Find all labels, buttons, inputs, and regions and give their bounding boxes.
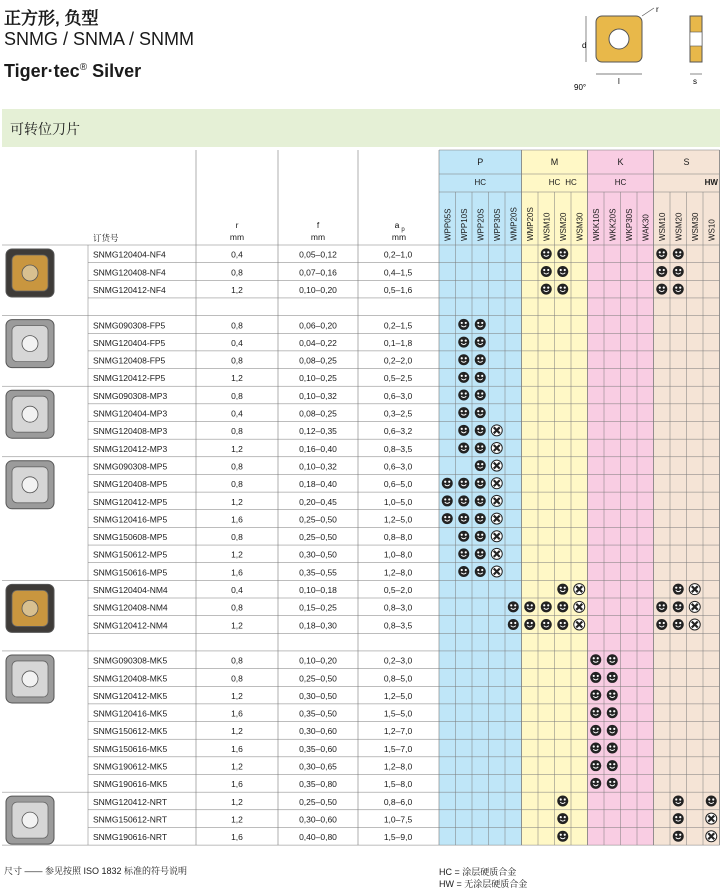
row-r-33: 1,6 <box>231 832 243 843</box>
row-f-1: 0,07–0,16 <box>299 267 337 278</box>
grade-suitable-symbol <box>607 707 618 718</box>
grade-suitable-symbol <box>557 284 568 295</box>
group-label-p: P <box>477 157 484 167</box>
grade-suitable-symbol <box>475 442 486 453</box>
row-code-12: SNMG090308-MP5 <box>93 461 168 472</box>
grade-suitable-symbol <box>475 425 486 436</box>
row-f-12: 0,10–0,32 <box>299 461 337 472</box>
grade-alternative-symbol <box>689 619 700 630</box>
row-r-27: 1,2 <box>231 726 243 737</box>
row-code-6: SNMG120408-FP5 <box>93 355 166 366</box>
grade-suitable-symbol <box>541 284 552 295</box>
grade-suitable-symbol <box>458 442 469 453</box>
row-r-16: 0,8 <box>231 532 243 543</box>
grade-alternative-symbol <box>574 601 585 612</box>
row-ap-33: 1,5–9,0 <box>383 832 413 843</box>
grade-label-16: WS10 <box>707 219 717 241</box>
grade-alternative-symbol <box>491 442 502 453</box>
grade-suitable-symbol <box>590 672 601 683</box>
row-ap-0: 0,2–1,0 <box>383 249 413 260</box>
row-f-29: 0,30–0,65 <box>299 761 337 772</box>
header-ap-sub: p <box>401 227 405 233</box>
row-f-19: 0,10–0,18 <box>299 585 337 595</box>
grade-suitable-symbol <box>656 248 667 259</box>
row-code-0: SNMG120404-NF4 <box>93 249 166 260</box>
row-ap-10: 0,6–3,2 <box>383 426 413 437</box>
grade-suitable-symbol <box>557 601 568 612</box>
row-ap-23: 0,2–3,0 <box>383 655 413 666</box>
row-ap-25: 1,2–5,0 <box>383 690 413 701</box>
grade-alternative-symbol <box>574 619 585 630</box>
row-f-31: 0,25–0,50 <box>299 796 337 807</box>
grade-suitable-symbol <box>706 795 717 806</box>
row-r-17: 1,2 <box>231 549 243 560</box>
grade-alternative-symbol <box>491 478 502 489</box>
title-codes: SNMG / SNMA / SNMM <box>4 29 195 49</box>
grade-suitable-symbol <box>475 495 486 506</box>
row-ap-11: 0,8–3,5 <box>383 443 413 454</box>
row-r-19: 0,4 <box>231 585 243 595</box>
row-r-9: 0,4 <box>231 408 243 419</box>
grade-suitable-symbol <box>458 548 469 559</box>
grade-suitable-symbol <box>557 831 568 842</box>
grade-alternative-symbol <box>574 584 585 595</box>
footer-hc: HC = 涂层硬质合金 <box>439 867 517 877</box>
grade-suitable-symbol <box>475 319 486 330</box>
grade-suitable-symbol <box>557 584 568 595</box>
grade-suitable-symbol <box>590 725 601 736</box>
row-ap-32: 1,0–7,5 <box>383 814 413 825</box>
row-f-25: 0,30–0,50 <box>299 690 337 701</box>
grade-suitable-symbol <box>673 795 684 806</box>
row-code-2: SNMG120412-NF4 <box>93 284 166 295</box>
grade-alternative-symbol <box>689 584 700 595</box>
header-order-no: 订货号 <box>93 233 119 243</box>
grade-alternative-symbol <box>491 566 502 577</box>
dim-s-label: s <box>693 77 697 86</box>
row-ap-4: 0,2–1,5 <box>383 320 413 331</box>
row-ap-24: 0,8–5,0 <box>383 673 413 684</box>
insert-photo-0 <box>6 249 54 297</box>
row-r-31: 1,2 <box>231 796 243 807</box>
grade-alternative-symbol <box>491 495 502 506</box>
header-r: r <box>235 220 239 230</box>
grade-label-0: WPP05S <box>443 208 453 241</box>
row-f-14: 0,20–0,45 <box>299 496 337 507</box>
row-r-0: 0,4 <box>231 249 243 260</box>
row-code-13: SNMG120408-MP5 <box>93 479 168 490</box>
row-f-18: 0,35–0,55 <box>299 567 337 578</box>
row-r-6: 0,8 <box>231 355 243 366</box>
dim-r-label: r <box>656 5 659 14</box>
row-code-5: SNMG120404-FP5 <box>93 337 166 348</box>
grade-suitable-symbol <box>607 690 618 701</box>
grade-suitable-symbol <box>673 831 684 842</box>
grade-suitable-symbol <box>673 601 684 612</box>
grade-label-3: WPP30S <box>492 208 502 241</box>
header-ap: a <box>394 220 400 230</box>
grade-suitable-symbol <box>458 566 469 577</box>
grade-suitable-symbol <box>607 672 618 683</box>
grade-suitable-symbol <box>607 654 618 665</box>
grade-suitable-symbol <box>458 390 469 401</box>
row-f-30: 0,35–0,80 <box>299 779 337 790</box>
insert-photo-3 <box>6 461 54 509</box>
brand-suffix: Silver <box>87 61 142 81</box>
grade-suitable-symbol <box>541 266 552 277</box>
row-ap-18: 1,2–8,0 <box>383 567 413 578</box>
row-f-7: 0,10–0,25 <box>299 373 337 384</box>
grade-suitable-symbol <box>475 337 486 348</box>
row-ap-6: 0,2–2,0 <box>383 355 413 366</box>
grade-label-5: WMP20S <box>525 207 535 241</box>
grade-suitable-symbol <box>508 619 519 630</box>
grade-suitable-symbol <box>656 619 667 630</box>
grade-alternative-symbol <box>491 548 502 559</box>
row-f-26: 0,35–0,50 <box>299 708 337 719</box>
row-f-5: 0,04–0,22 <box>299 337 337 348</box>
row-ap-7: 0,5–2,5 <box>383 373 413 384</box>
row-r-24: 0,8 <box>231 673 243 684</box>
grade-label-15: WSM30 <box>690 212 700 241</box>
row-code-1: SNMG120408-NF4 <box>93 267 166 278</box>
row-f-33: 0,40–0,80 <box>299 832 337 843</box>
row-code-17: SNMG150612-MP5 <box>93 549 168 560</box>
group-sub-p: HC <box>474 178 487 187</box>
grade-suitable-symbol <box>458 354 469 365</box>
grade-suitable-symbol <box>458 319 469 330</box>
grade-suitable-symbol <box>458 407 469 418</box>
grade-suitable-symbol <box>541 248 552 259</box>
row-ap-30: 1,5–8,0 <box>383 779 413 790</box>
grade-suitable-symbol <box>458 372 469 383</box>
grade-label-6: WSM10 <box>542 212 552 241</box>
grade-suitable-symbol <box>458 478 469 489</box>
grade-suitable-symbol <box>673 619 684 630</box>
row-code-29: SNMG190612-MK5 <box>93 761 168 772</box>
row-ap-5: 0,1–1,8 <box>383 337 413 348</box>
row-f-15: 0,25–0,50 <box>299 514 337 525</box>
row-f-11: 0,16–0,40 <box>299 443 337 454</box>
row-code-25: SNMG120412-MK5 <box>93 690 168 701</box>
grade-alternative-symbol <box>491 425 502 436</box>
row-ap-16: 0,8–8,0 <box>383 532 413 543</box>
grade-suitable-symbol <box>590 707 601 718</box>
group-sub2-s: HW <box>704 178 718 187</box>
row-code-10: SNMG120408-MP3 <box>93 426 168 437</box>
grade-suitable-symbol <box>673 813 684 824</box>
row-f-13: 0,18–0,40 <box>299 479 337 490</box>
row-f-6: 0,08–0,25 <box>299 355 337 366</box>
grade-suitable-symbol <box>458 531 469 542</box>
row-r-32: 1,2 <box>231 814 243 825</box>
row-r-7: 1,2 <box>231 373 243 384</box>
row-ap-17: 1,0–8,0 <box>383 549 413 560</box>
grade-suitable-symbol <box>475 372 486 383</box>
grade-suitable-symbol <box>607 725 618 736</box>
row-f-17: 0,30–0,50 <box>299 549 337 560</box>
row-code-16: SNMG150608-MP5 <box>93 532 168 543</box>
header-f: f <box>316 220 320 230</box>
grade-suitable-symbol <box>656 601 667 612</box>
grade-suitable-symbol <box>442 478 453 489</box>
row-r-26: 1,6 <box>231 708 243 719</box>
row-r-21: 1,2 <box>231 620 243 631</box>
row-f-0: 0,05–0,12 <box>299 249 337 260</box>
grade-label-4: WMP20S <box>509 207 519 241</box>
group-label-s: S <box>683 157 690 167</box>
header-r-unit: mm <box>229 232 245 242</box>
row-ap-31: 0,8–6,0 <box>383 796 413 807</box>
group-sub-k: HC <box>614 178 627 187</box>
grade-suitable-symbol <box>590 778 601 789</box>
insert-photo-4 <box>6 584 54 632</box>
grade-label-8: WSM30 <box>575 212 585 241</box>
row-ap-28: 1,5–7,0 <box>383 743 413 754</box>
title-cn: 正方形, 负型 <box>4 9 99 28</box>
row-ap-20: 0,8–3,0 <box>383 602 413 613</box>
dim-d-label: d <box>582 41 587 50</box>
row-ap-27: 1,2–7,0 <box>383 726 413 737</box>
insert-photo-1 <box>6 320 54 368</box>
row-r-8: 0,8 <box>231 390 243 401</box>
row-f-28: 0,35–0,60 <box>299 743 337 754</box>
row-r-10: 0,8 <box>231 426 243 437</box>
grade-suitable-symbol <box>590 690 601 701</box>
row-f-21: 0,18–0,30 <box>299 620 337 631</box>
header-ap-unit: mm <box>391 232 407 242</box>
row-f-9: 0,08–0,25 <box>299 408 337 419</box>
row-code-18: SNMG150616-MP5 <box>93 567 168 578</box>
grade-suitable-symbol <box>557 619 568 630</box>
row-ap-13: 0,6–5,0 <box>383 479 413 490</box>
row-code-32: SNMG150612-NRT <box>93 814 168 825</box>
row-r-11: 1,2 <box>231 443 243 454</box>
row-r-18: 1,6 <box>231 567 243 578</box>
grade-suitable-symbol <box>524 601 535 612</box>
grade-suitable-symbol <box>656 284 667 295</box>
grade-suitable-symbol <box>458 513 469 524</box>
grade-alternative-symbol <box>491 460 502 471</box>
row-f-2: 0,10–0,20 <box>299 284 337 295</box>
grade-suitable-symbol <box>475 548 486 559</box>
row-f-24: 0,25–0,50 <box>299 673 337 684</box>
grade-suitable-symbol <box>475 390 486 401</box>
grade-label-2: WPP20S <box>476 208 486 241</box>
grade-suitable-symbol <box>607 778 618 789</box>
grade-suitable-symbol <box>541 619 552 630</box>
grade-suitable-symbol <box>508 601 519 612</box>
grade-suitable-symbol <box>475 460 486 471</box>
grade-suitable-symbol <box>557 813 568 824</box>
dim-l-label: l <box>618 77 620 86</box>
row-f-16: 0,25–0,50 <box>299 532 337 543</box>
row-f-10: 0,12–0,35 <box>299 426 337 437</box>
row-code-14: SNMG120412-MP5 <box>93 496 168 507</box>
grade-suitable-symbol <box>590 760 601 771</box>
grade-alternative-symbol <box>491 513 502 524</box>
row-f-20: 0,15–0,25 <box>299 602 337 613</box>
grade-suitable-symbol <box>557 266 568 277</box>
row-code-19: SNMG120404-NM4 <box>93 585 168 595</box>
grade-alternative-symbol <box>706 813 717 824</box>
row-code-4: SNMG090308-FP5 <box>93 320 166 331</box>
insert-photo-2 <box>6 390 54 438</box>
row-code-24: SNMG120408-MK5 <box>93 673 168 684</box>
row-r-23: 0,8 <box>231 655 243 666</box>
grade-suitable-symbol <box>590 654 601 665</box>
group-label-k: K <box>617 157 624 167</box>
row-r-13: 0,8 <box>231 479 243 490</box>
row-r-5: 0,4 <box>231 337 243 348</box>
grade-suitable-symbol <box>541 601 552 612</box>
grade-suitable-symbol <box>656 266 667 277</box>
grade-label-9: WKK10S <box>591 208 601 241</box>
footer-hw: HW = 无涂层硬质合金 <box>439 879 528 889</box>
grade-suitable-symbol <box>475 513 486 524</box>
grade-suitable-symbol <box>458 425 469 436</box>
row-ap-9: 0,3–2,5 <box>383 408 413 419</box>
grade-label-12: WAK30 <box>641 214 651 241</box>
grade-suitable-symbol <box>475 531 486 542</box>
row-f-8: 0,10–0,32 <box>299 390 337 401</box>
row-r-14: 1,2 <box>231 496 243 507</box>
grade-suitable-symbol <box>475 407 486 418</box>
row-code-21: SNMG120412-NM4 <box>93 620 168 631</box>
grade-alternative-symbol <box>689 601 700 612</box>
grade-suitable-symbol <box>475 566 486 577</box>
row-r-29: 1,2 <box>231 761 243 772</box>
brand-mark: ® <box>79 62 88 73</box>
row-r-30: 1,6 <box>231 779 243 790</box>
row-code-28: SNMG150616-MK5 <box>93 743 168 754</box>
brand-name: Tiger·tec <box>4 61 80 81</box>
grade-label-10: WKK20S <box>608 208 618 241</box>
grade-suitable-symbol <box>590 743 601 754</box>
row-code-15: SNMG120416-MP5 <box>93 514 168 525</box>
row-code-31: SNMG120412-NRT <box>93 796 168 807</box>
grade-label-11: WKP30S <box>624 208 634 241</box>
row-code-8: SNMG090308-MP3 <box>93 390 168 401</box>
group-sub-m: HC <box>548 178 561 187</box>
row-ap-1: 0,4–1,5 <box>383 267 413 278</box>
grade-label-7: WSM20 <box>558 212 568 241</box>
grade-suitable-symbol <box>557 248 568 259</box>
grade-label-13: WSM10 <box>657 212 667 241</box>
row-ap-21: 0,8–3,5 <box>383 620 413 631</box>
row-code-33: SNMG190616-NRT <box>93 832 168 843</box>
row-r-2: 1,2 <box>231 284 243 295</box>
grade-suitable-symbol <box>673 584 684 595</box>
row-ap-12: 0,6–3,0 <box>383 461 413 472</box>
grade-suitable-symbol <box>475 478 486 489</box>
group-sub-s: HC <box>565 178 577 187</box>
grade-suitable-symbol <box>475 354 486 365</box>
grade-suitable-symbol <box>607 760 618 771</box>
section-title: 可转位刀片 <box>10 121 80 137</box>
row-r-12: 0,8 <box>231 461 243 472</box>
row-r-20: 0,8 <box>231 602 243 613</box>
grade-suitable-symbol <box>557 795 568 806</box>
row-code-11: SNMG120412-MP3 <box>93 443 168 454</box>
row-ap-8: 0,6–3,0 <box>383 390 413 401</box>
row-code-23: SNMG090308-MK5 <box>93 655 168 666</box>
row-f-32: 0,30–0,60 <box>299 814 337 825</box>
row-code-20: SNMG120408-NM4 <box>93 602 168 613</box>
row-ap-2: 0,5–1,6 <box>383 284 413 295</box>
row-f-27: 0,30–0,60 <box>299 726 337 737</box>
grade-label-14: WSM20 <box>674 212 684 241</box>
grade-suitable-symbol <box>673 266 684 277</box>
grade-label-1: WPP10S <box>459 208 469 241</box>
row-code-7: SNMG120412-FP5 <box>93 373 166 384</box>
grade-suitable-symbol <box>673 248 684 259</box>
grade-alternative-symbol <box>491 531 502 542</box>
row-r-28: 1,6 <box>231 743 243 754</box>
footer-note: 尺寸 —— 参见按照 ISO 1832 标准的符号说明 <box>4 866 188 876</box>
insert-photo-5 <box>6 655 54 703</box>
row-ap-29: 1,2–8,0 <box>383 761 413 772</box>
row-ap-14: 1,0–5,0 <box>383 496 413 507</box>
row-r-25: 1,2 <box>231 690 243 701</box>
row-code-26: SNMG120416-MK5 <box>93 708 168 719</box>
grade-suitable-symbol <box>442 495 453 506</box>
row-f-4: 0,06–0,20 <box>299 320 337 331</box>
row-code-27: SNMG150612-MK5 <box>93 726 168 737</box>
grade-suitable-symbol <box>607 743 618 754</box>
row-ap-19: 0,5–2,0 <box>383 585 413 595</box>
row-code-9: SNMG120404-MP3 <box>93 408 168 419</box>
row-ap-26: 1,5–5,0 <box>383 708 413 719</box>
group-label-m: M <box>550 157 559 167</box>
row-code-30: SNMG190616-MK5 <box>93 779 168 790</box>
row-f-23: 0,10–0,20 <box>299 655 337 666</box>
grade-alternative-symbol <box>706 831 717 842</box>
angle-label: 90° <box>574 83 587 92</box>
grade-suitable-symbol <box>458 495 469 506</box>
row-ap-15: 1,2–5,0 <box>383 514 413 525</box>
row-r-4: 0,8 <box>231 320 243 331</box>
grade-suitable-symbol <box>524 619 535 630</box>
row-r-1: 0,8 <box>231 267 243 278</box>
insert-photo-6 <box>6 796 54 844</box>
header-f-unit: mm <box>310 232 326 242</box>
grade-suitable-symbol <box>458 337 469 348</box>
grade-suitable-symbol <box>673 284 684 295</box>
row-r-15: 1,6 <box>231 514 243 525</box>
grade-suitable-symbol <box>442 513 453 524</box>
